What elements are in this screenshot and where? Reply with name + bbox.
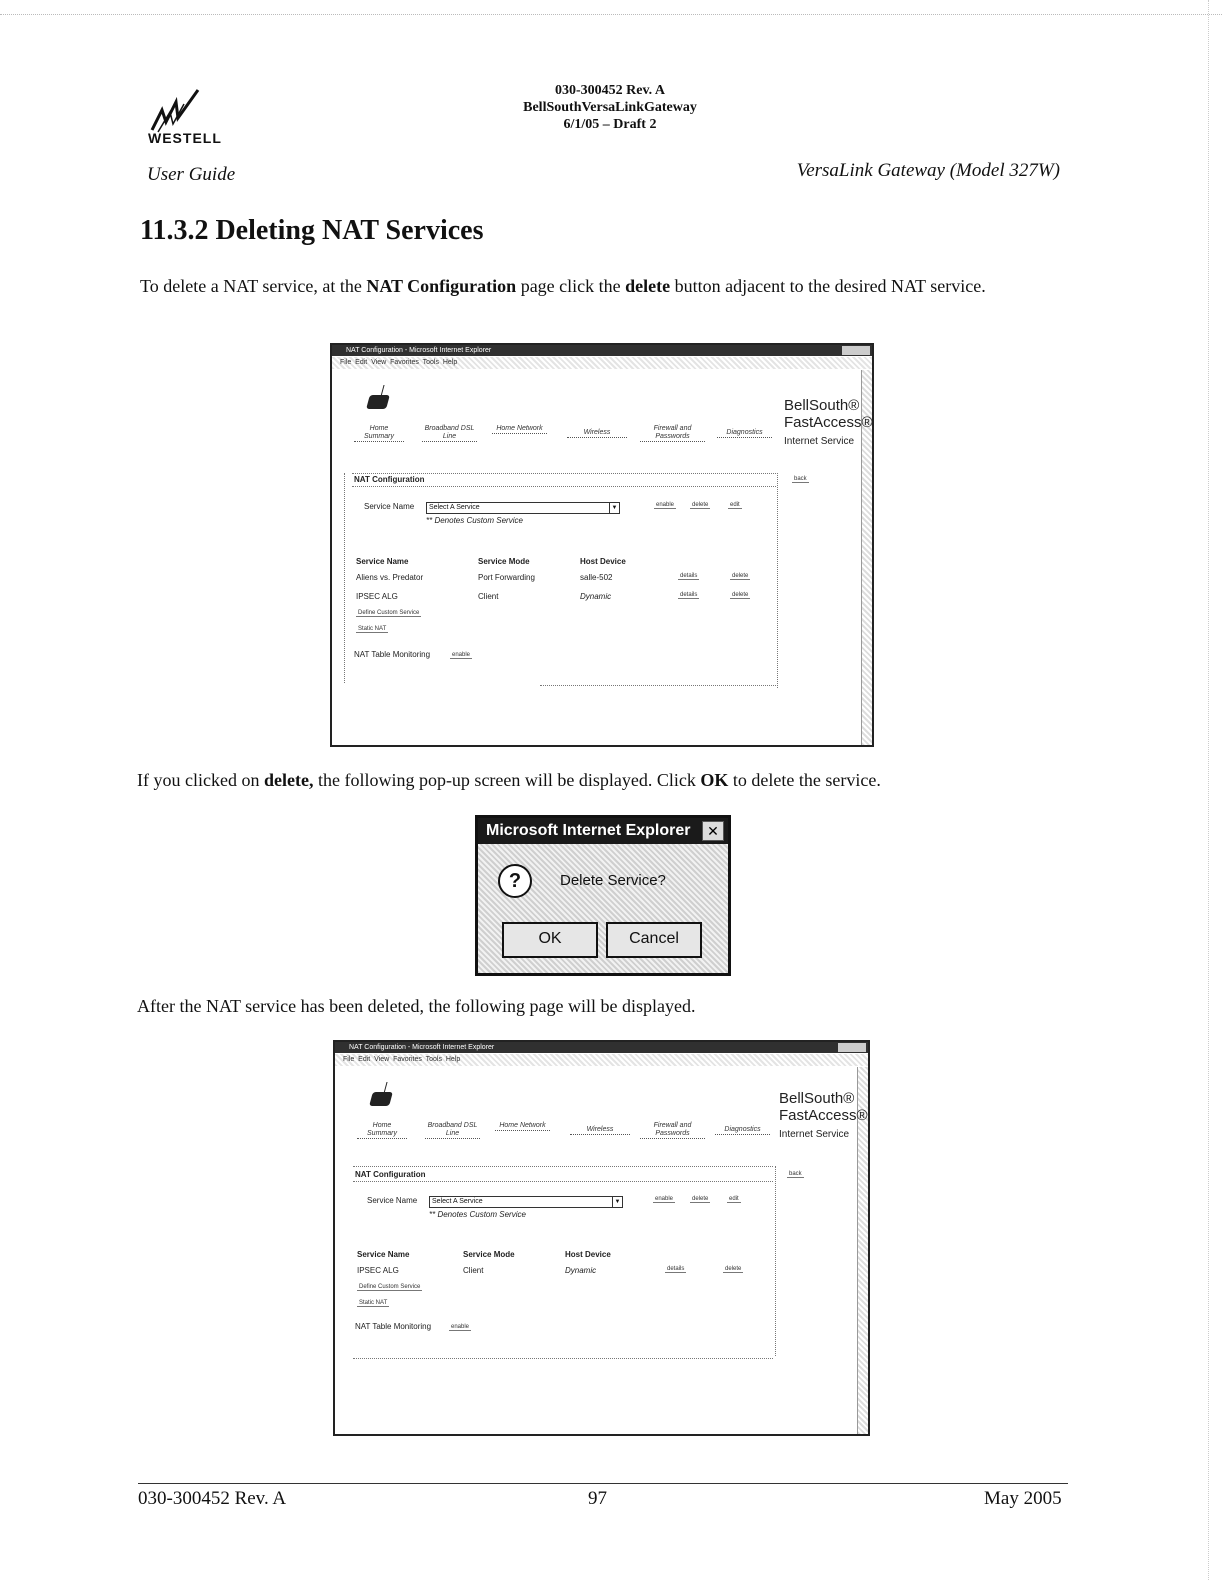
browser-menubar: File Edit View Favorites Tools Help — [332, 357, 872, 369]
doc-header-right: VersaLink Gateway (Model 327W) — [796, 160, 1060, 181]
delete-button[interactable]: delete — [692, 502, 709, 508]
col-service-mode: Service Mode — [463, 1250, 515, 1259]
dialog-title: Microsoft Internet Explorer — [478, 818, 728, 844]
footer-left: 030-300452 Rev. A — [138, 1488, 287, 1509]
page-heading: NAT Configuration — [354, 475, 425, 484]
chevron-down-icon: ▼ — [609, 503, 619, 513]
router-icon — [366, 395, 390, 409]
router-icon — [369, 1092, 393, 1106]
browser-titlebar: NAT Configuration - Microsoft Internet Explorer — [332, 345, 872, 356]
doc-number: 030-300452 Rev. A — [554, 83, 666, 98]
dialog-message: Delete Service? — [560, 872, 666, 889]
browser-screenshot-before: NAT Configuration - Microsoft Internet Explorer File Edit View Favorites Tools Help Home Summary Broadband DSL Line Home Network Wireless Firewall and Passwords Diagnostics BellSouth® FastAccess® Internet Service NAT Configuration back Service Name Select A Service ▼ ** Denotes Custom Service enable delete edit Service Name Service Mode Host Device Aliens vs. Predator Port Forwarding salle-502 details delete IPSEC ALG Client Dynamic details delete Define Custom Service Static NAT NAT Table Monitoring enable — [330, 343, 874, 747]
section-title: 11.3.2 Deleting NAT Services — [140, 215, 484, 246]
custom-note: ** Denotes Custom Service — [426, 516, 523, 525]
row-delete-button[interactable]: delete — [732, 592, 749, 598]
service-select[interactable]: Select A Service ▼ — [426, 502, 620, 514]
top-rule — [0, 14, 1222, 16]
browser-screenshot-after: NAT Configuration - Microsoft Internet Explorer File Edit View Favorites Tools Help Home Summary Broadband DSL Line Home Network Wireless Firewall and Passwords Diagnostics BellSouth® FastAccess® Internet Service NAT Configuration back Service Name Select A Service ▼ ** Denotes Custom Service enable delete edit Service Name Service Mode Host Device IPSEC ALG Client Dynamic details delete Define Custom Service Static NAT NAT Table Monitoring enable — [333, 1040, 870, 1436]
paragraph-1: To delete a NAT service, at the NAT Configuration page click the delete button adjacent to the desired NAT service. — [140, 276, 986, 296]
define-custom-service-button[interactable]: Define Custom Service — [359, 1284, 421, 1290]
monitoring-enable-button[interactable]: enable — [451, 1324, 470, 1330]
page-heading: NAT Configuration — [355, 1170, 426, 1179]
bellsouth-brand: BellSouth® FastAccess® Internet Service — [784, 397, 873, 447]
nav-broadband[interactable]: Broadband DSL Line — [422, 425, 477, 442]
monitoring-enable-button[interactable]: enable — [452, 652, 471, 658]
doc-product: BellSouthVersaLinkGateway — [523, 100, 697, 115]
define-custom-service-button[interactable]: Define Custom Service — [358, 610, 420, 616]
doc-header-left: User Guide — [147, 164, 236, 185]
service-name-label: Service Name — [364, 502, 415, 511]
nav-diagnostics[interactable]: Diagnostics — [715, 1126, 770, 1135]
chevron-down-icon: ▼ — [612, 1197, 622, 1207]
back-button[interactable]: back — [794, 476, 807, 482]
details-button[interactable]: details — [667, 1266, 685, 1272]
paragraph-3: After the NAT service has been deleted, the following page will be displayed. — [137, 996, 696, 1016]
browser-menubar: File Edit View Favorites Tools Help — [335, 1054, 868, 1066]
doc-draft: 6/1/05 – Draft 2 — [563, 117, 657, 132]
question-icon: ? — [498, 864, 532, 898]
monitoring-label: NAT Table Monitoring — [355, 1322, 432, 1331]
enable-button[interactable]: enable — [656, 502, 675, 508]
footer-right: May 2005 — [984, 1488, 1062, 1509]
nav-wireless[interactable]: Wireless — [567, 429, 627, 438]
back-button[interactable]: back — [789, 1171, 802, 1177]
delete-button[interactable]: delete — [692, 1196, 709, 1202]
footer-rule — [138, 1483, 1068, 1484]
row-delete-button[interactable]: delete — [725, 1266, 742, 1272]
edit-button[interactable]: edit — [729, 1196, 739, 1202]
monitoring-label: NAT Table Monitoring — [354, 650, 431, 659]
static-nat-button[interactable]: Static NAT — [358, 626, 387, 632]
bellsouth-brand: BellSouth® FastAccess® Internet Service — [779, 1090, 868, 1140]
page-number: 97 — [588, 1488, 607, 1509]
doc-header-center — [450, 82, 770, 133]
confirm-dialog — [475, 815, 731, 976]
col-host-device: Host Device — [565, 1250, 611, 1259]
paragraph-2: If you clicked on delete, the following pop-up screen will be displayed. Click OK to delete the service. — [137, 770, 881, 790]
service-select[interactable]: Select A Service ▼ — [429, 1196, 623, 1208]
nav-home-summary[interactable]: Home Summary — [354, 425, 404, 442]
nav-broadband[interactable]: Broadband DSL Line — [425, 1122, 480, 1139]
details-button[interactable]: details — [680, 573, 698, 579]
cancel-button[interactable]: Cancel — [606, 922, 702, 958]
ok-button[interactable]: OK — [502, 922, 598, 958]
col-service-name: Service Name — [356, 557, 409, 566]
right-edge-rule — [1208, 0, 1210, 1580]
details-button[interactable]: details — [680, 592, 698, 598]
nav-home-network[interactable]: Home Network — [492, 425, 547, 434]
col-service-mode: Service Mode — [478, 557, 530, 566]
nav-firewall[interactable]: Firewall and Passwords — [640, 1122, 705, 1139]
enable-button[interactable]: enable — [655, 1196, 674, 1202]
browser-titlebar: NAT Configuration - Microsoft Internet Explorer — [335, 1042, 868, 1053]
nav-diagnostics[interactable]: Diagnostics — [717, 429, 772, 438]
edit-button[interactable]: edit — [730, 502, 740, 508]
custom-note: ** Denotes Custom Service — [429, 1210, 526, 1219]
col-service-name: Service Name — [357, 1250, 410, 1259]
nav-firewall[interactable]: Firewall and Passwords — [640, 425, 705, 442]
col-host-device: Host Device — [580, 557, 626, 566]
static-nat-button[interactable]: Static NAT — [359, 1300, 388, 1306]
close-icon[interactable]: ✕ — [702, 821, 724, 841]
nav-wireless[interactable]: Wireless — [570, 1126, 630, 1135]
service-name-label: Service Name — [367, 1196, 418, 1205]
nav-home-summary[interactable]: Home Summary — [357, 1122, 407, 1139]
westell-wordmark: WESTELL — [148, 130, 222, 146]
row-delete-button[interactable]: delete — [732, 573, 749, 579]
nav-home-network[interactable]: Home Network — [495, 1122, 550, 1131]
